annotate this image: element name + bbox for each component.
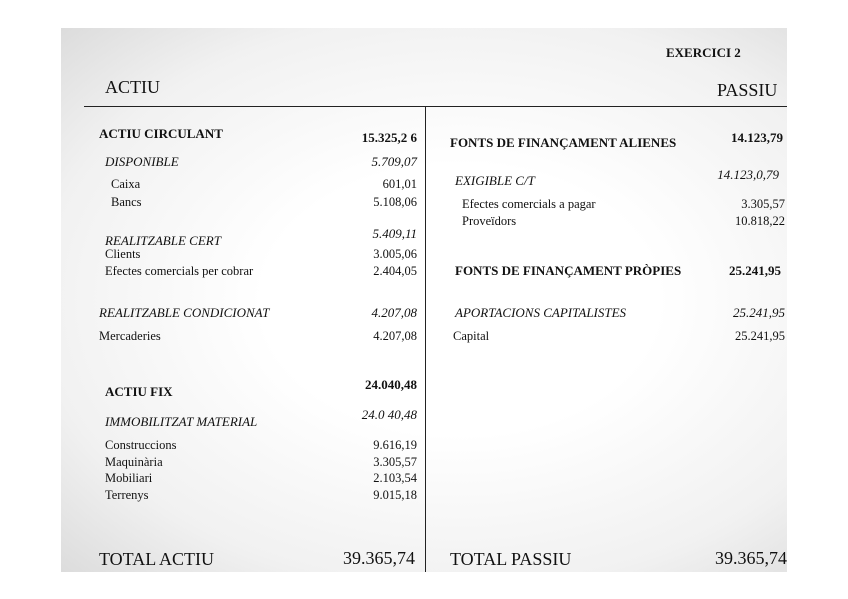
realitzable-cert-value: 5.409,11 (372, 226, 417, 241)
realitzable-condicionat-label: REALITZABLE CONDICIONAT (99, 305, 270, 320)
terrenys-label: Terrenys (105, 488, 149, 502)
construccions-value: 9.616,19 (373, 438, 417, 452)
header-divider (84, 106, 787, 107)
mobiliari-label: Mobiliari (105, 471, 153, 485)
actiu-circulant-label: ACTIU CIRCULANT (99, 126, 223, 141)
disponible-value: 5.709,07 (371, 154, 417, 169)
efectes-pagar-value: 3.305,57 (741, 197, 785, 211)
capital-value: 25.241,95 (735, 329, 785, 343)
fonts-propies-label: FONTS DE FINANÇAMENT PRÒPIES (455, 263, 682, 278)
bancs-value: 5.108,06 (373, 195, 417, 209)
passiu-title: PASSIU (717, 80, 778, 100)
exercise-label: EXERCICI 2 (666, 45, 741, 60)
terrenys-value: 9.015,18 (373, 488, 417, 502)
actiu-title: ACTIU (105, 77, 160, 97)
balance-sheet (61, 28, 787, 572)
bancs-label: Bancs (111, 195, 142, 209)
mobiliari-value: 2.103,54 (373, 471, 417, 485)
actiu-fix-label: ACTIU FIX (105, 384, 173, 399)
immobilitzat-label: IMMOBILITZAT MATERIAL (105, 414, 258, 429)
efectes-pagar-label: Efectes comercials a pagar (462, 197, 596, 211)
proveidors-value: 10.818,22 (735, 214, 785, 228)
realitzable-cert-label: REALITZABLE CERT (105, 233, 221, 248)
total-passiu-label: TOTAL PASSIU (450, 549, 572, 569)
clients-label: Clients (105, 247, 141, 261)
total-actiu-value: 39.365,74 (343, 548, 415, 568)
caixa-value: 601,01 (382, 177, 417, 191)
capital-label: Capital (453, 329, 490, 343)
maquinaria-value: 3.305,57 (373, 455, 417, 469)
fonts-propies-value: 25.241,95 (729, 263, 781, 278)
mercaderies-label: Mercaderies (99, 329, 161, 343)
disponible-label: DISPONIBLE (105, 154, 179, 169)
fonts-alienes-label: FONTS DE FINANÇAMENT ALIENES (450, 135, 677, 150)
total-passiu-value: 39.365,74 (715, 548, 787, 568)
actiu-circulant-value: 15.325,2 6 (361, 130, 417, 145)
aportacions-value: 25.241,95 (733, 305, 785, 320)
efectes-cobrar-label: Efectes comercials per cobrar (105, 264, 254, 278)
proveidors-label: Proveïdors (462, 214, 517, 228)
exigible-value: 14.123,0,79 (717, 167, 779, 182)
fonts-alienes-value: 14.123,79 (731, 130, 783, 145)
immobilitzat-value: 24.0 40,48 (361, 407, 417, 422)
clients-value: 3.005,06 (373, 247, 417, 261)
actiu-fix-value: 24.040,48 (365, 377, 417, 392)
maquinaria-label: Maquinària (105, 455, 163, 469)
efectes-cobrar-value: 2.404,05 (373, 264, 417, 278)
total-actiu-label: TOTAL ACTIU (99, 549, 215, 569)
aportacions-label: APORTACIONS CAPITALISTES (455, 305, 627, 320)
caixa-label: Caixa (111, 177, 141, 191)
exigible-label: EXIGIBLE C/T (455, 173, 535, 188)
construccions-label: Construccions (105, 438, 177, 452)
realitzable-condicionat-value: 4.207,08 (371, 305, 417, 320)
column-divider (425, 107, 426, 572)
mercaderies-value: 4.207,08 (373, 329, 417, 343)
